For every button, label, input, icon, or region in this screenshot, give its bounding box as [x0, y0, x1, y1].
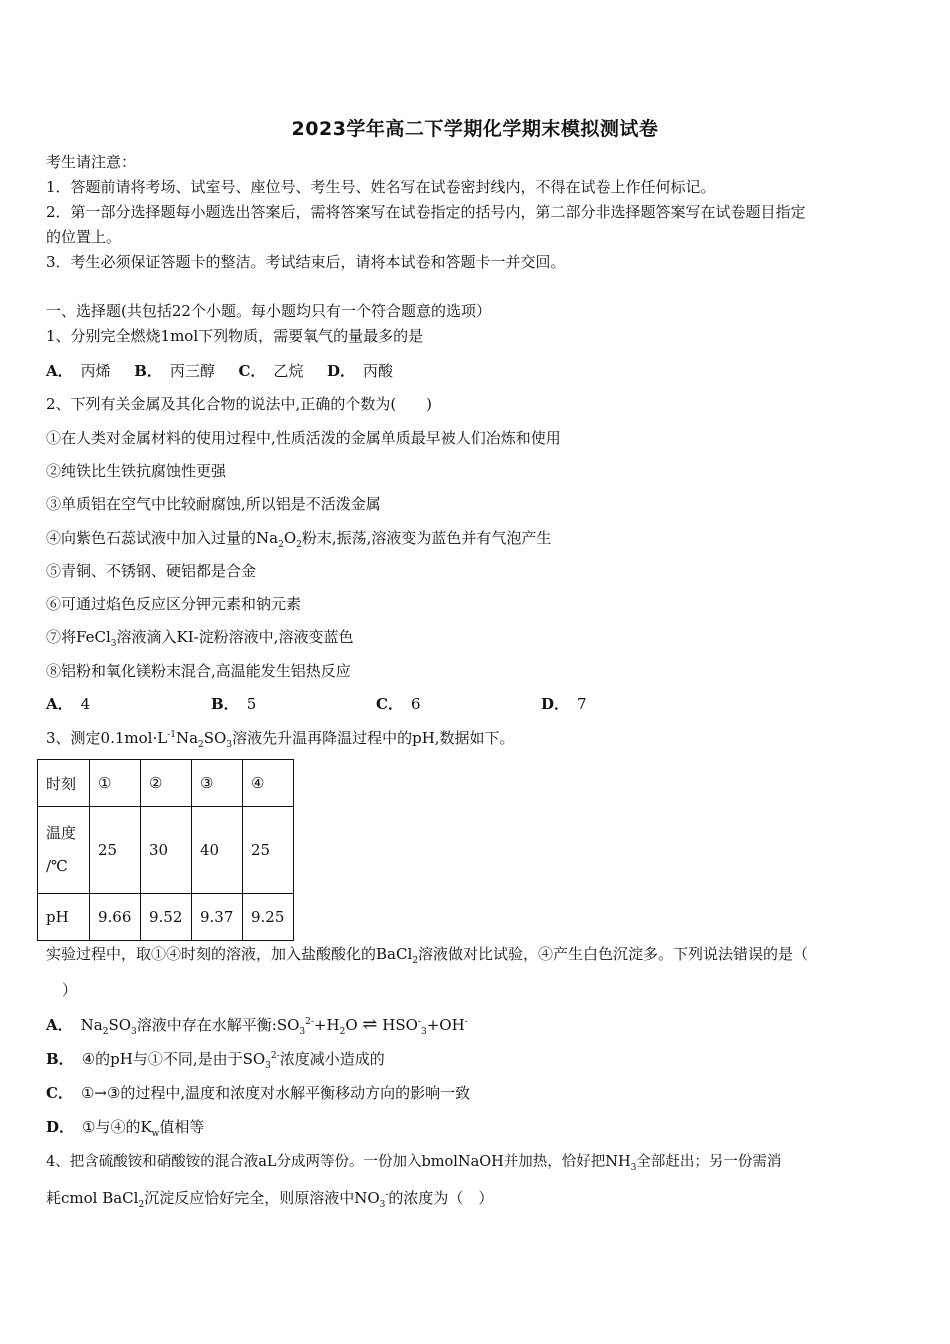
q1-opt-d-label: D． [327, 362, 356, 380]
q2-opt-c [376, 694, 421, 714]
q2-opt-a [46, 694, 90, 714]
q3-opt-a-oh: +OH [426, 1016, 465, 1034]
q2-s4-sub2: 2 [296, 540, 302, 550]
q4-line1-sub: 3 [630, 1162, 637, 1173]
q3-opt-d [46, 1117, 204, 1137]
q1-opt-b-label: B． [134, 362, 162, 380]
q2-opt-b-text: 5 [246, 695, 257, 713]
q2-s4-post: 粉末,振荡,溶液变为蓝色并有气泡产生 [301, 529, 552, 547]
q3-after-post: 溶液做对比试验，④产生白色沉淀多。下列说法错误的是（ [417, 945, 808, 963]
q2-s7-pre: ⑦将FeCl [46, 628, 111, 646]
equilibrium-arrow-icon: ⇌ [362, 1014, 378, 1035]
q2-statement-3: ③单质铝在空气中比较耐腐蚀,所以铝是不活泼金属 [46, 495, 381, 513]
q3-opt-d-post: 值相等 [159, 1118, 205, 1136]
table-row [38, 894, 294, 941]
q2-s4-o: O [283, 529, 297, 547]
q2-s7-sub: 3 [110, 639, 117, 649]
q3-opt-a [46, 1015, 468, 1035]
table-header-2: ② [141, 760, 192, 807]
q2-s7-post: 溶液滴入KI-淀粉溶液中,溶液变蓝色 [116, 628, 354, 646]
q1-options [46, 361, 393, 381]
q3-stem-so: SO [203, 729, 227, 747]
q3-opt-a-sub3: 3 [299, 1027, 306, 1037]
q3-opt-a-sub1: 2 [102, 1027, 109, 1037]
q3-opt-b-sub: 3 [265, 1061, 271, 1071]
q3-opt-a-sup1: 2- [305, 1017, 314, 1027]
q3-stem-sub2: 3 [226, 740, 233, 750]
q2-opt-d-text: 7 [577, 695, 587, 713]
page-title: 2023学年高二下学期化学期末模拟测试卷 [291, 118, 659, 140]
q3-opt-a-sup2: - [417, 1017, 421, 1027]
q3-stem [46, 728, 515, 748]
q2-opt-c-label: C． [376, 695, 403, 713]
q3-stem-sub1: 2 [198, 740, 204, 750]
q2-opt-c-text: 6 [410, 695, 421, 713]
q3-opt-a-o: O [345, 1016, 363, 1034]
table-header-1: ① [90, 760, 141, 807]
q1-opt-c-text: 乙烷 [273, 362, 304, 380]
q1-opt-d-text: 丙酸 [363, 362, 394, 380]
q4-stem-line-1 [46, 1152, 781, 1172]
table-cell: 40 [192, 807, 243, 894]
q4-line1-post: 全部赶出；另一份需消 [636, 1154, 782, 1170]
table-cell: 9.66 [90, 894, 141, 941]
table-row [38, 760, 294, 807]
table-cell: 9.25 [243, 894, 294, 941]
q3-opt-a-sub4: 2 [339, 1027, 346, 1037]
temp-label-line2: /℃ [46, 857, 68, 875]
q2-stem: 2、下列有关金属及其化合物的说法中,正确的个数为( ) [46, 395, 433, 413]
q3-opt-c-label: C． [46, 1084, 73, 1102]
q2-opt-a-text: 4 [80, 695, 91, 713]
q1-stem: 1、分别完全燃烧1mol下列物质，需要氧气的量最多的是 [46, 327, 424, 345]
q2-statement-6: ⑥可通过焰色反应区分钾元素和钠元素 [46, 595, 302, 613]
q4-line2-mid: 沉淀反应恰好完全，则原溶液中NO [144, 1189, 380, 1207]
q3-stem-post: 溶液先升温再降温过程中的pH,数据如下。 [232, 729, 515, 747]
q2-s4-sub1: 2 [278, 540, 284, 550]
q3-opt-d-sub: w [151, 1129, 160, 1139]
q3-opt-b-sup: 2- [270, 1051, 280, 1061]
q4-line2-pre: 耗cmol BaCl [46, 1189, 139, 1207]
q3-opt-a-hso: HSO [377, 1016, 418, 1034]
q2-statement-5: ⑤青铜、不锈钢、硬铝都是合金 [46, 562, 257, 580]
q3-opt-a-label: A． [46, 1016, 73, 1034]
q3-opt-b-pre: ④的pH与①不同,是由于SO [81, 1050, 266, 1068]
table-header-3: ③ [192, 760, 243, 807]
q3-after-pre: 实验过程中，取①④时刻的溶液，加入盐酸酸化的BaCl [46, 945, 413, 963]
q2-statement-8: ⑧铝粉和氧化镁粉末混合,高温能发生铝热反应 [46, 662, 351, 680]
notice-item-2-cont: 的位置上。 [46, 228, 122, 246]
q4-line2-sup: - [385, 1190, 389, 1200]
table-label-ph: pH [38, 894, 90, 941]
q4-line2-sub: 2 [138, 1200, 145, 1210]
q2-statement-4 [46, 528, 551, 548]
section-heading: 一、选择题(共包括22个小题。每小题均只有一个符合题意的选项） [46, 302, 491, 320]
q3-opt-a-h: +H [313, 1016, 340, 1034]
q3-stem-sup: -1 [167, 730, 176, 740]
q3-opt-a-sub5: 3 [420, 1027, 427, 1037]
q3-stem-na: Na [175, 729, 199, 747]
q2-opt-b [211, 694, 256, 714]
q3-opt-c-text: ①→③的过程中,温度和浓度对水解平衡移动方向的影响一致 [80, 1084, 471, 1102]
q3-opt-b [46, 1049, 385, 1069]
temp-label-line1: 温度 [46, 824, 77, 842]
q2-opt-b-label: B． [211, 695, 239, 713]
q2-statement-1: ①在人类对金属材料的使用过程中,性质活泼的金属单质最早被人们冶炼和使用 [46, 429, 561, 447]
q1-opt-b-text: 丙三醇 [169, 362, 215, 380]
q2-statement-2: ②纯铁比生铁抗腐蚀性更强 [46, 462, 227, 480]
table-cell: 9.52 [141, 894, 192, 941]
q4-stem-line-2 [46, 1188, 493, 1208]
table-cell: 25 [90, 807, 141, 894]
table-cell: 9.37 [192, 894, 243, 941]
q3-opt-c [46, 1083, 470, 1103]
q2-s4-pre: ④向紫色石蕊试液中加入过量的Na [46, 529, 279, 547]
q3-opt-b-post: 浓度减小造成的 [279, 1050, 385, 1068]
q1-opt-c-label: C． [238, 362, 266, 380]
q3-opt-b-label: B． [46, 1050, 74, 1068]
q3-stem-pre: 3、测定0.1mol·L [46, 729, 168, 747]
q4-line1-pre: 4、把含硫酸铵和硝酸铵的混合液aL分成两等份。一份加入bmolNaOH并加热，恰好把NH [46, 1154, 631, 1170]
q4-line2-post: 的浓度为（ ） [388, 1189, 494, 1207]
q3-data-table [37, 759, 294, 941]
q3-experiment-close: ） [62, 981, 78, 999]
q1-opt-a-text: 丙烯 [80, 362, 111, 380]
notice-item-2: 2．第一部分选择题每小题选出答案后，需将答案写在试卷指定的括号内，第二部分非选择题答案写在试卷题目指定 [46, 203, 806, 221]
q3-opt-d-pre: ①与④的K [82, 1118, 152, 1136]
notice-item-1: 1．答题前请将考场、试室号、座位号、考生号、姓名写在试卷密封线内，不得在试卷上作任何标记。 [46, 178, 716, 196]
q2-opt-d [541, 694, 587, 714]
table-label-temperature [38, 807, 90, 894]
q3-opt-a-sub2: 3 [131, 1027, 137, 1037]
table-header-4: ④ [243, 760, 294, 807]
q3-opt-a-na: Na [80, 1016, 103, 1034]
q4-line2-sub2: 3 [379, 1200, 386, 1210]
q2-statement-7 [46, 627, 353, 647]
table-cell: 25 [243, 807, 294, 894]
q2-opt-a-label: A． [46, 695, 73, 713]
q1-opt-a-label: A． [46, 362, 73, 380]
q2-opt-d-label: D． [541, 695, 570, 713]
q3-opt-a-sup3: - [464, 1017, 468, 1027]
q3-after-sub: 2 [412, 956, 418, 966]
q3-opt-a-text: 溶液中存在水解平衡:SO [136, 1016, 300, 1034]
q3-experiment-text [46, 944, 808, 964]
q3-opt-a-so: SO [108, 1016, 132, 1034]
notice-item-3: 3．考生必须保证答题卡的整洁。考试结束后，请将本试卷和答题卡一并交回。 [46, 253, 566, 271]
table-cell: 30 [141, 807, 192, 894]
table-row [38, 807, 294, 894]
table-header-time: 时刻 [38, 760, 90, 807]
notice-heading: 考生请注意： [46, 153, 137, 171]
q3-opt-d-label: D． [46, 1118, 75, 1136]
